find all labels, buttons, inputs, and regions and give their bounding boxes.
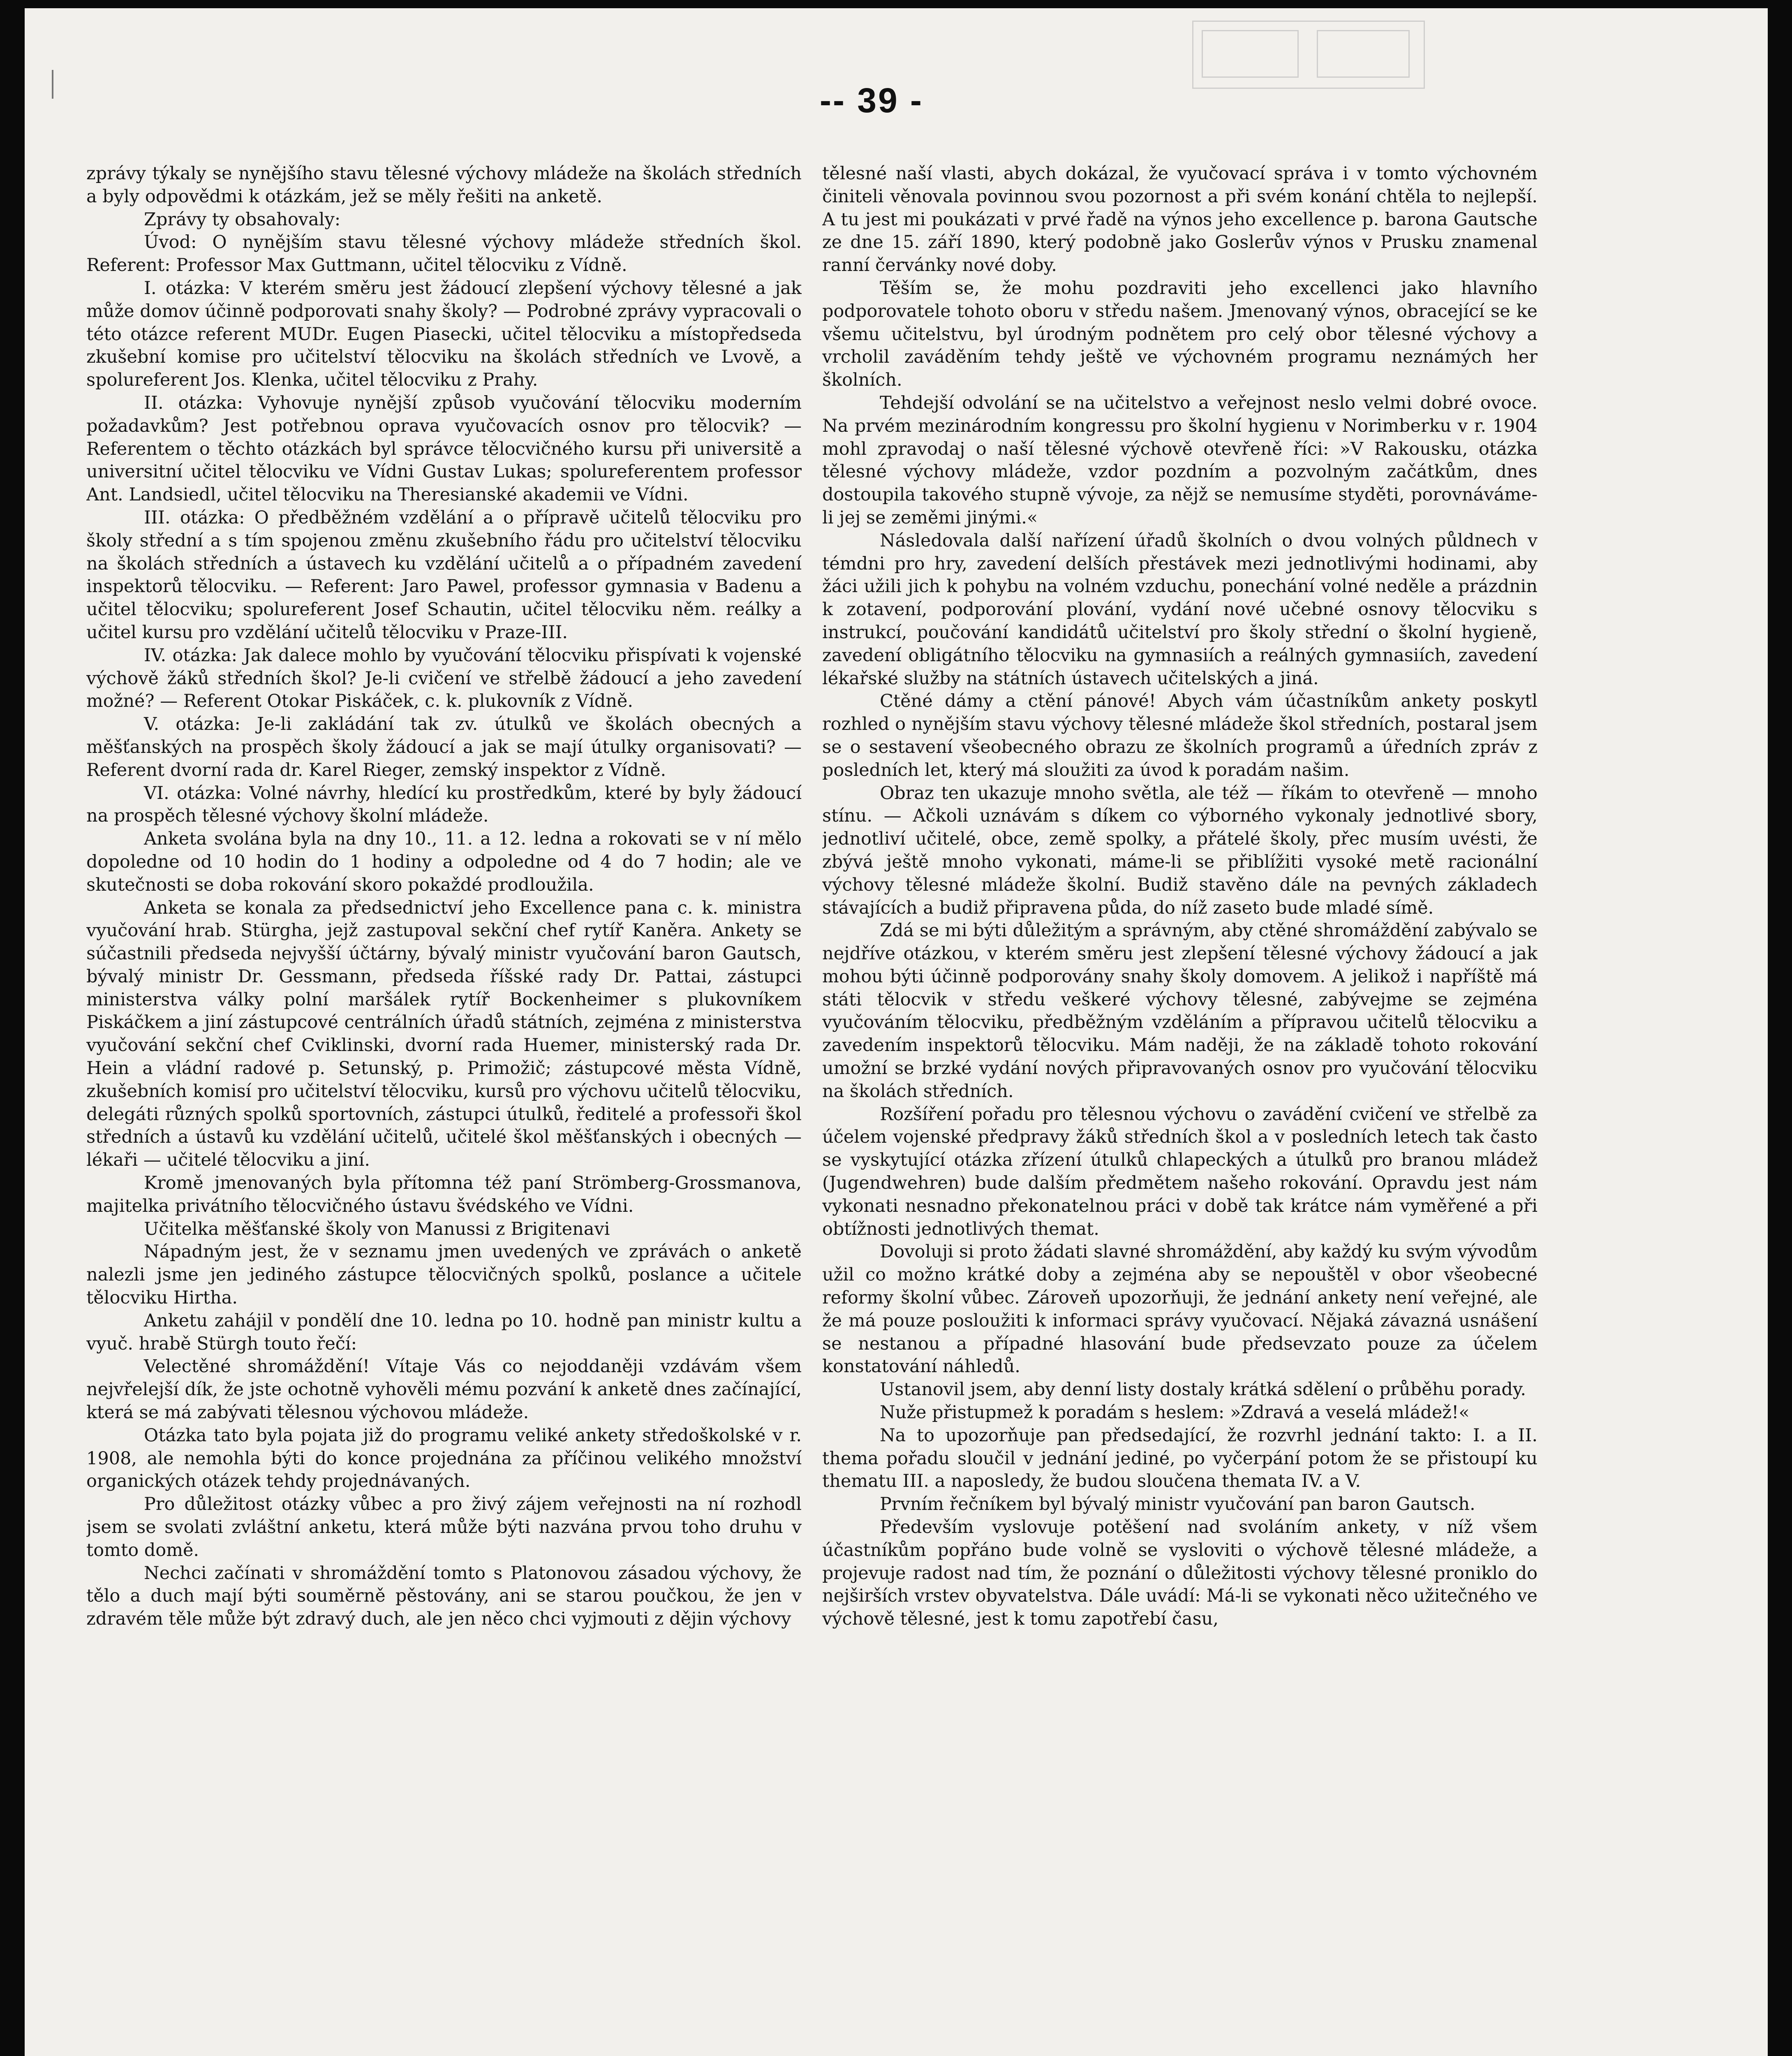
left-column (86, 162, 802, 2056)
paragraph: IV. otázka: Jak dalece mohlo by vyučování tělocviku přispívati k vojenské výchově žáků středních škol? Je-li cvičení ve střelbě žádoucí a jeho zavedení možné? — Referent Otokar Piskáček, c. k. plukovník z Vídně. (86, 645, 802, 712)
paragraph: Zdá se mi býti důležitým a správným, aby ctěné shromáždění zabývalo se nejdříve otázkou, v kterém směru jest zlepšení tělesné výchovy žádoucí a jak mohou býti účinně podporovány snahy školy domovem. A jelikož i napříště má státi tělocvik v středu veškeré výchovy tělesné, zabývejme se zejména vyučováním tělocviku, předběžným vzděláním a přípravou učitelů tělocviku a zavedením inspektorů tělocviku. Mám naději, že na základě tohoto rokování umožní se brzké vydání nových připravovaných osnov pro vyučování tělocviku na školách středních. (822, 920, 1538, 1102)
page-number: -- 39 - (819, 81, 924, 120)
paragraph: Obraz ten ukazuje mnoho světla, ale též — říkám to otevřeně — mnoho stínu. — Ačkoli uznávám s díkem co výborného vykonaly jednotlivé sbory, jednotliví učitelé, obce, země spolky, a přátelé školy, přec musím uvésti, že zbývá ještě mnoho vykonati, máme-li se přiblížiti vysoké metě racionální výchovy tělesné mládeže školní. Budiž stavěno dále na pevných základech stávajících a budiž připravena půda, do níž zaseto bude mladé símě. (822, 783, 1538, 918)
paragraph: Anketa svolána byla na dny 10., 11. a 12. ledna a rokovati se v ní mělo dopoledne od 10 hodin do 1 hodiny a odpoledne od 4 do 7 hodin; ale ve skutečnosti se doba rokování skoro pokaždé prodloužila. (86, 829, 802, 895)
paragraph: zprávy týkaly se nynějšího stavu tělesné výchovy mládeže na školách středních a byly odpovědmi k otázkám, jež se měly řešiti na anketě. (86, 163, 802, 207)
paragraph: Pro důležitost otázky vůbec a pro živý zájem veřejnosti na ní rozhodl jsem se svolati zvláštní anketu, která může býti nazvána prvou toho druhu v tomto domě. (86, 1494, 802, 1561)
paragraph: Nuže přistupmež k poradám s heslem: »Zdravá a veselá mládež!« (880, 1402, 1470, 1423)
paragraph: Tehdejší odvolání se na učitelstvo a veřejnost neslo velmi dobré ovoce. Na prvém mezinárodním kongressu pro školní hygienu v Norimberku v r. 1904 mohl zpravodaj o naší tělesné výchově otevřeně říci: »V Rakousku, otázka tělesné výchovy mládeže, vzdor pozdním a pozvolným začátkům, dnes dostoupila takového stupně vývoje, za nějž se nemusíme styděti, porovnáváme-li jej se zeměmi jinými.« (822, 392, 1538, 528)
paragraph: tělesné naší vlasti, abych dokázal, že vyučovací správa i v tomto výchovném činiteli věnovala povinnou svou pozornost a při svém konání chtěla to nejlepší. A tu jest mi poukázati v prvé řadě na výnos jeho excellence p. barona Gautsche ze dne 15. září 1890, který podobně jako Goslerův výnos v Prusku znamenal ranní červánky nové doby. (822, 163, 1538, 276)
scan-edge-mark (52, 70, 53, 99)
archive-stamp-mark (1192, 21, 1425, 89)
paragraph: Na to upozorňuje pan předsedající, že rozvrhl jednání takto: I. a II. thema pořadu sloučil v jednání jediné, po vyčerpání potom že se přistoupí ku thematu III. a naposledy, že budou sloučena themata IV. a V. (822, 1425, 1538, 1492)
paragraph: Velectěné shromáždění! Vítaje Vás co nejoddaněji vzdávám všem nejvřelejší dík, že jste ochotně vyhověli mému pozvání k anketě dnes začínající, která se má zabývati tělesnou výchovou mládeže. (86, 1356, 802, 1423)
paragraph: Úvod: O nynějším stavu tělesné výchovy mládeže středních škol. Referent: Professor Max Guttmann, učitel tělocviku z Vídně. (86, 232, 802, 276)
paragraph: Ctěné dámy a ctění pánové! Abych vám účastníkům ankety poskytl rozhled o nynějším stavu výchovy tělesné mládeže škol středních, postaral jsem se o sestavení všeobecného obrazu ze školních programů a úředních zpráv z posledních let, který má sloužiti za úvod k poradám našim. (822, 691, 1538, 780)
paragraph: V. otázka: Je-li zakládání tak zv. útulků ve školách obecných a měšťanských na prospěch školy žádoucí a jak se mají útulky organisovati? — Referent dvorní rada dr. Karel Rieger, zemský inspektor z Vídně. (86, 714, 802, 780)
paragraph: Anketu zahájil v pondělí dne 10. ledna po 10. hodně pan ministr kultu a vyuč. hrabě Stürgh touto řečí: (86, 1310, 802, 1354)
paragraph: Anketa se konala za předsednictví jeho Excellence pana c. k. ministra vyučování hrab. Stürgha, jejž zastupoval sekční chef rytíř Kaněra. Ankety se súčastnili předseda nejvyšší účtárny, bývalý ministr vyučování baron Gautsch, bývalý ministr Dr. Gessmann, předseda říšské rady Dr. Pattai, zástupci ministerstva války polní maršálek rytíř Bockenheimer s plukovníkem Piskáčkem a jiní zástupcové centrálních úřadů státních, zejména z ministerstva vyučování sekční chef Cviklinski, dvorní rada Huemer, ministerský rada Dr. Hein a vládní radové p. Setunský, p. Primožič; zástupcové města Vídně, zkušebních komisí pro učitelství tělocviku, kursů pro výchovu učitelů tělocviku, delegáti různých spolků sportovních, zástupci útulků, ředitelé a professoři škol středních a ústavů ku vzdělání učitelů, učitelé škol měšťanských i obecných — lékaři — učitelé tělocviku a jiní. (86, 897, 802, 1171)
paragraph: Nechci začínati v shromáždění tomto s Platonovou zásadou výchovy, že tělo a duch mají býti souměrně pěstovány, ani se starou poučkou, že jen v zdravém těle může být zdravý duch, ale jen něco chci vyjmouti z dějin výchovy (86, 1563, 802, 1630)
paragraph: Následovala další nařízení úřadů školních o dvou volných půldnech v témdni pro hry, zavedení delších přestávek mezi jednotlivými hodinami, aby žáci užili jich k pohybu na volném vzduchu, ponechání volné neděle a prázdnin k zotavení, podporování plování, vydání nové učebné osnovy tělocviku s instrukcí, poučování kandidátů učitelství pro školy střední o školní hygieně, zavedení obligátního tělocviku na gymnasiích a reálných gymnasiích, zavedení lékařské služby na státních ústavech učitelských a jiná. (822, 530, 1538, 689)
paragraph: Rozšíření pořadu pro tělesnou výchovu o zavádění cvičení ve střelbě za účelem vojenské předpravy žáků středních škol a v posledních letech tak často se vyskytující otázka zřízení útulků chlapeckých a útulků pro branou mládež (Jugendwehren) bude dalším předmětem našeho rokování. Opravdu jest nám vykonati nesnadno překonatelnou práci v době tak krátce nám vyměřené a při obtížnosti jednotlivých themat. (822, 1104, 1538, 1239)
paragraph: VI. otázka: Volné návrhy, hledící ku prostředkům, které by byly žádoucí na prospěch tělesné výchovy školní mládeže. (86, 783, 802, 827)
paragraph: Zprávy ty obsahovaly: (144, 209, 341, 230)
paragraph: I. otázka: V kterém směru jest žádoucí zlepšení výchovy tělesné a jak může domov účinně podporovati snahy školy? — Podrobné zprávy vypracovali o této otázce referent MUDr. Eugen Piasecki, učitel tělocviku a místopředseda zkušební komise pro učitelství tělocviku na školách středních ve Lvově, a spolureferent Jos. Klenka, učitel tělocviku z Prahy. (86, 278, 802, 391)
right-column (822, 162, 1538, 2056)
paragraph: Dovoluji si proto žádati slavné shromáždění, aby každý ku svým vývodům užil co možno krátké doby a zejména aby se nepouštěl v obor všeobecné reformy školní vůbec. Zároveň upozorňuji, že jednání ankety není veřejné, ale že má pouze posloužiti k informaci správy vyučovací. Nějaká závazná usnášení se nestanou a případné hlasování bude předsevzato pouze za účelem konstatování náhledů. (822, 1241, 1538, 1377)
paragraph: Kromě jmenovaných byla přítomna též paní Strömberg-Grossmanova, majitelka privátního tělocvičného ústavu švédského ve Vídni. (86, 1173, 802, 1216)
paragraph: III. otázka: O předběžném vzdělání a o přípravě učitelů tělocviku pro školy střední a s tím spojenou změnu zkušebního řádu pro učitelství tělocviku na školách středních a ústavech ku vzdělání učitelů a o případném zavedení inspektorů tělocviku. — Referent: Jaro Pawel, professor gymnasia v Badenu a učitel tělocviku; spolureferent Josef Schautin, učitel tělocviku něm. reálky a učitel kursu pro vzdělání učitelů tělocviku v Praze-III. (86, 507, 802, 643)
paragraph: Těším se, že mohu pozdraviti jeho excellenci jako hlavního podporovatele tohoto oboru v středu našem. Jmenovaný výnos, obracející se ke všemu učitelstvu, byl úrodným podnětem pro celý obor tělesné výchovy a vrcholil zaváděním tehdy ještě ve výchovném programu neznámých her školních. (822, 278, 1538, 391)
paragraph: Především vyslovuje potěšení nad svoláním ankety, v níž všem účastníkům popřáno bude volně se vysloviti o výchově tělesné mládeže, a projevuje radost nad tím, že poznání o důležitosti výchovy tělesné proniklo do nejširších vrstev obyvatelstva. Dále uvádí: Má-li se vykonati něco užitečného ve výchově tělesné, jest k tomu zapotřebí času, (822, 1517, 1538, 1630)
paragraph: Prvním řečníkem byl bývalý ministr vyučování pan baron Gautsch. (880, 1494, 1475, 1515)
paragraph: II. otázka: Vyhovuje nynější způsob vyučování tělocviku moderním požadavkům? Jest potřebnou oprava vyučovacích osnov pro tělocvik? — Referentem o těchto otázkách byl správce tělocvičného kursu při universitě a universitní učitel tělocviku ve Vídni Gustav Lukas; spolureferentem professor Ant. Landsiedl, učitel tělocviku na Theresianské akademii ve Vídni. (86, 392, 802, 505)
paragraph: Otázka tato byla pojata již do programu veliké ankety středoškolské v r. 1908, ale nemohla býti do konce projednána za příčinou velikého množství organických otázek tehdy projednávaných. (86, 1425, 802, 1492)
paragraph: Ustanovil jsem, aby denní listy dostaly krátká sdělení o průběhu porady. (880, 1379, 1526, 1400)
paragraph: Učitelka měšťanské školy von Manussi z Brigitenavi (144, 1218, 610, 1239)
paragraph: Nápadným jest, že v seznamu jmen uvedených ve zprávách o anketě nalezli jsme jen jediného zástupce tělocvičných spolků, poslance a učitele tělocviku Hirtha. (86, 1241, 802, 1308)
